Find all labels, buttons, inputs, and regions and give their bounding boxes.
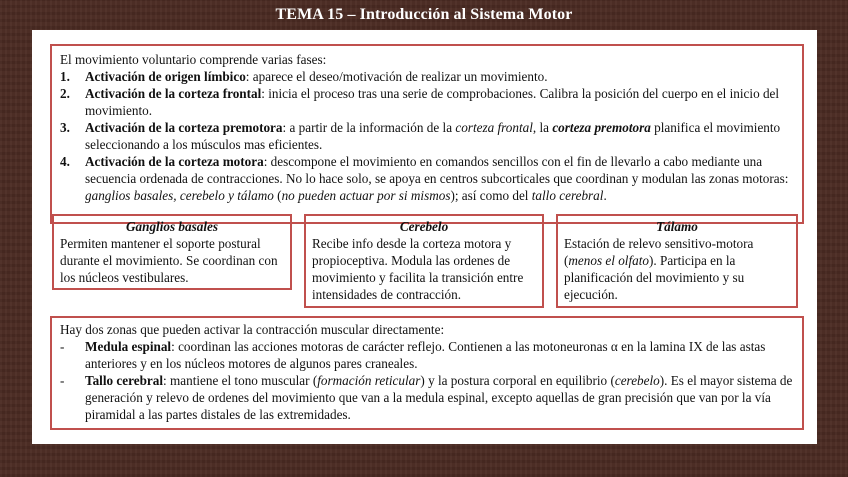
cerebelo-box	[304, 214, 544, 308]
phases-box	[50, 44, 804, 224]
zone-item: - Tallo cerebral: mantiene el tono muscular (formación reticular) y la postura corporal en equilibrio (cerebelo). Es el mayor sistema de generación y relevo de ordenes del movimiento que van a la medula espinal, excepto aquellas de gran precisión que van por la vía piramidal a las partes distales de las extremidades.	[60, 373, 793, 422]
phase-heading: Activación de la corteza frontal	[85, 86, 262, 101]
cerebelo-text: Recibe info desde la corteza motora y propioceptiva. Modula las ordenes de movimiento y facilita la transición entre intensidades de contracción.	[312, 236, 524, 302]
phase-item: 3. Activación de la corteza premotora: a partir de la información de la corteza frontal, la corteza premotora planifica el movimiento seleccionando a los músculos mas eficientes.	[60, 120, 781, 152]
phases-list	[60, 68, 794, 204]
ganglios-text: Permiten mantener el soporte postural durante el movimiento. Se coordinan con los núcleos vestibulares.	[60, 236, 278, 285]
phase-heading: Activación de origen límbico	[85, 69, 246, 84]
talamo-box	[556, 214, 798, 308]
phase-item: 1. Activación de origen límbico: aparece el deseo/motivación de realizar un movimiento.	[60, 69, 548, 84]
ganglios-heading: Ganglios basales	[126, 219, 218, 234]
zone-heading: Medula espinal	[85, 339, 172, 354]
ganglios-box	[52, 214, 292, 290]
slide-title: TEMA 15 – Introducción al Sistema Motor	[275, 6, 573, 23]
talamo-heading: Tálamo	[656, 219, 698, 234]
phases-intro: El movimiento voluntario comprende varias fases:	[60, 52, 327, 67]
slide-sheet	[32, 30, 817, 444]
zone-heading: Tallo cerebral	[85, 373, 164, 388]
phase-heading: Activación de la corteza motora	[85, 154, 264, 169]
talamo-text: Estación de relevo sensitivo-motora (menos el olfato). Participa en la planificación del movimiento y su ejecución.	[564, 236, 754, 302]
zones-box	[50, 316, 804, 430]
phase-item: 2. Activación de la corteza frontal: inicia el proceso tras una serie de comprobaciones. Calibra la posición del cuerpo en el inicio del movimiento.	[60, 86, 780, 118]
zone-item: - Medula espinal: coordinan las acciones motoras de carácter reflejo. Contienen a las motoneuronas α en la lamina IX de las astas anteriores y en los núcleos motores de algunos pares craneales.	[60, 339, 766, 371]
phase-heading: Activación de la corteza premotora	[85, 120, 283, 135]
cerebelo-heading: Cerebelo	[399, 219, 449, 234]
phase-item: 4. Activación de la corteza motora: descompone el movimiento en comandos sencillos con el fin de llevarlo a cabo mediante una secuencia ordenada de contracciones. No lo hace solo, se apoya en centros subcorticales que coordinan y modulan las zonas motoras: ganglios basales, cerebelo y tálamo (no pueden actuar por si mismos); así como del tallo cerebral.	[60, 154, 789, 203]
zones-intro: Hay dos zonas que pueden activar la contracción muscular directamente:	[60, 322, 445, 337]
zones-list	[60, 338, 794, 423]
